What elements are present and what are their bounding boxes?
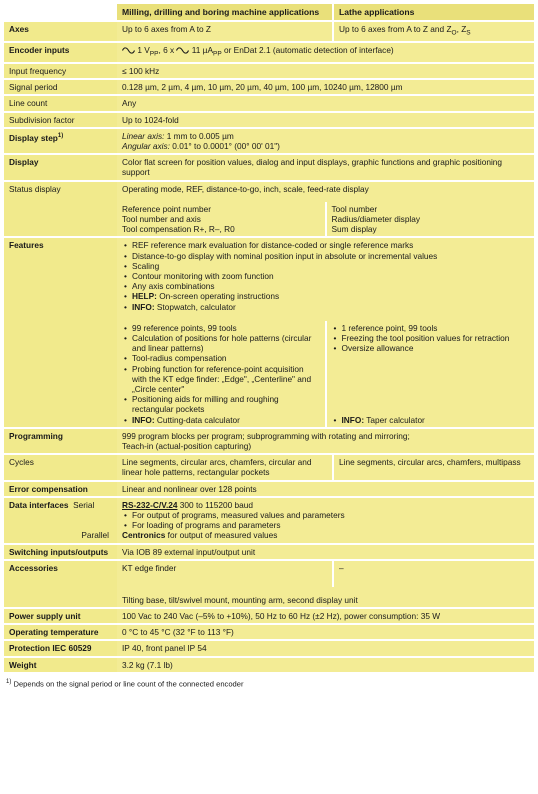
features-label: Features: [4, 238, 117, 426]
operating-temp-row: [4, 625, 534, 639]
operating-temp-label: Operating temperature: [4, 625, 117, 639]
display-step-row: [4, 129, 534, 153]
axes-label: Axes: [4, 22, 117, 41]
switching-row: [4, 545, 534, 559]
subdivision-value: Up to 1024-fold: [117, 113, 534, 127]
input-frequency-label: Input frequency: [4, 64, 117, 78]
list-item: • Freezing the tool position values for retraction: [342, 333, 531, 343]
specification-sheet: [4, 2, 534, 688]
protection-value: IP 40, front panel IP 54: [117, 641, 534, 655]
accessories-row: [4, 561, 534, 607]
line-count-row: [4, 96, 534, 110]
accessories-milling: KT edge finder: [117, 561, 333, 587]
sine-wave-icon: [176, 47, 189, 54]
axes-row: [4, 22, 534, 41]
programming-value: 999 program blocks per program; subprogramming with rotating and mirroring; Teach-in (actual-position capturing): [117, 429, 534, 453]
features-lathe: [326, 321, 535, 427]
status-display-label: Status display: [4, 182, 117, 237]
protection-row: [4, 641, 534, 655]
axes-lathe: Up to 6 axes from A to Z and $Z_O$, $Z_S$: [333, 22, 534, 41]
list-item: • For output of programs, measured values and parameters: [132, 510, 530, 520]
weight-label: Weight: [4, 658, 117, 672]
display-row: [4, 155, 534, 179]
subdivision-row: [4, 113, 534, 127]
display-value: Color flat screen for position values, dialog and input displays, graphic functions and graphic positioning support: [117, 155, 534, 179]
cycles-lathe: Line segments, circular arcs, chamfers, multipass: [333, 455, 534, 479]
list-item: • Contour monitoring with zoom function: [132, 271, 530, 281]
accessories-common: Tilting base, tilt/swivel mount, mounting arm, second display unit: [117, 593, 534, 607]
list-item: • Probing function for reference-point acquisition with the KT edge finder: „Edge", „Centerline" and „Circle center": [132, 364, 321, 395]
signal-period-row: [4, 80, 534, 94]
display-step-value: Linear axis: 1 mm to 0.005 µm Angular axis: 0.01° to 0.0001° (00° 00' 01"): [117, 129, 534, 153]
encoder-row: [4, 43, 534, 62]
error-comp-label: Error compensation: [4, 482, 117, 496]
list-item: • Positioning aids for milling and roughing rectangular pockets: [132, 394, 321, 414]
axes-milling: Up to 6 axes from A to Z: [117, 22, 333, 41]
subdivision-label: Subdivision factor: [4, 113, 117, 127]
header-row: [4, 4, 534, 20]
features-milling: [117, 321, 326, 427]
data-interfaces-row: [4, 498, 534, 543]
list-item: • INFO: Taper calculator: [342, 415, 425, 425]
data-interfaces-label: Data interfaces Serial Parallel: [4, 498, 117, 543]
error-comp-value: Linear and nonlinear over 128 points: [117, 482, 534, 496]
status-display-row: [4, 182, 534, 237]
list-item: • For loading of programs and parameters: [132, 520, 530, 530]
list-item: • Calculation of positions for hole patterns (circular and linear patterns): [132, 333, 321, 353]
weight-value: 3.2 kg (7.1 lb): [117, 658, 534, 672]
error-comp-row: [4, 482, 534, 496]
programming-label: Programming: [4, 429, 117, 453]
spec-table: [4, 2, 534, 674]
list-item: • INFO: Cutting-data calculator: [132, 415, 321, 425]
display-step-label: Display step$^{1)}$: [4, 129, 117, 153]
list-item: • 99 reference points, 99 tools: [132, 323, 321, 333]
power-row: [4, 609, 534, 623]
status-lathe: Tool number Radius/diameter display Sum display: [326, 202, 535, 237]
features-row: [4, 238, 534, 426]
cycles-label: Cycles: [4, 455, 117, 479]
switching-label: Switching inputs/outputs: [4, 545, 117, 559]
cycles-row: [4, 455, 534, 479]
power-label: Power supply unit: [4, 609, 117, 623]
signal-period-value: 0.128 µm, 2 µm, 4 µm, 10 µm, 20 µm, 40 µm, 100 µm, 10240 µm, 12800 µm: [117, 80, 534, 94]
encoder-value: 1 $V_{PP}$, 6 x 11 µA$_{PP}$ or EnDat 2.1 (automatic detection of interface): [117, 43, 534, 62]
footnote: $^{1)}$ Depends on the signal period or line count of the connected encoder: [6, 678, 244, 689]
programming-row: [4, 429, 534, 453]
accessories-lathe: –: [333, 561, 534, 587]
power-value: 100 Vac to 240 Vac (–5% to +10%), 50 Hz to 60 Hz (±2 Hz), power consumption: 35 W: [117, 609, 534, 623]
list-item: • REF reference mark evaluation for distance-coded or single reference marks: [132, 240, 530, 250]
input-frequency-row: [4, 64, 534, 78]
input-frequency-value: ≤ 100 kHz: [117, 64, 534, 78]
line-count-label: Line count: [4, 96, 117, 110]
list-item: • Scaling: [132, 261, 530, 271]
status-common: Operating mode, REF, distance-to-go, inch, scale, feed-rate display: [117, 182, 534, 196]
operating-temp-value: 0 °C to 45 °C (32 °F to 113 °F): [117, 625, 534, 639]
list-item: • Tool-radius compensation: [132, 353, 321, 363]
list-item: • HELP: On-screen operating instructions: [132, 291, 530, 301]
encoder-label: Encoder inputs: [4, 43, 117, 62]
list-item: • INFO: Stopwatch, calculator: [132, 302, 530, 312]
signal-period-label: Signal period: [4, 80, 117, 94]
status-milling: Reference point number Tool number and axis Tool compensation R+, R–, R0: [117, 202, 326, 237]
protection-label: Protection IEC 60529: [4, 641, 117, 655]
list-item: • Distance-to-go display with nominal position input in absolute or incremental values: [132, 251, 530, 261]
line-count-value: Any: [117, 96, 534, 110]
weight-row: [4, 658, 534, 672]
switching-value: Via IOB 89 external input/output unit: [117, 545, 534, 559]
list-item: • Oversize allowance: [342, 343, 531, 353]
list-item: • Any axis combinations: [132, 281, 530, 291]
header-milling: Milling, drilling and boring machine applications: [117, 4, 333, 20]
display-label: Display: [4, 155, 117, 179]
data-interfaces-value: RS-232-C/V.24 300 to 115200 baud • For output of programs, measured values and parameters • For loading of programs and parameters Centronics for output of measured values: [117, 498, 534, 543]
sine-wave-icon: [122, 47, 135, 54]
features-common: [117, 238, 534, 314]
header-lathe: Lathe applications: [333, 4, 534, 20]
list-item: • 1 reference point, 99 tools: [342, 323, 531, 333]
accessories-label: Accessories: [4, 561, 117, 607]
cycles-milling: Line segments, circular arcs, chamfers, circular and linear hole patterns, rectangular pockets: [117, 455, 333, 479]
